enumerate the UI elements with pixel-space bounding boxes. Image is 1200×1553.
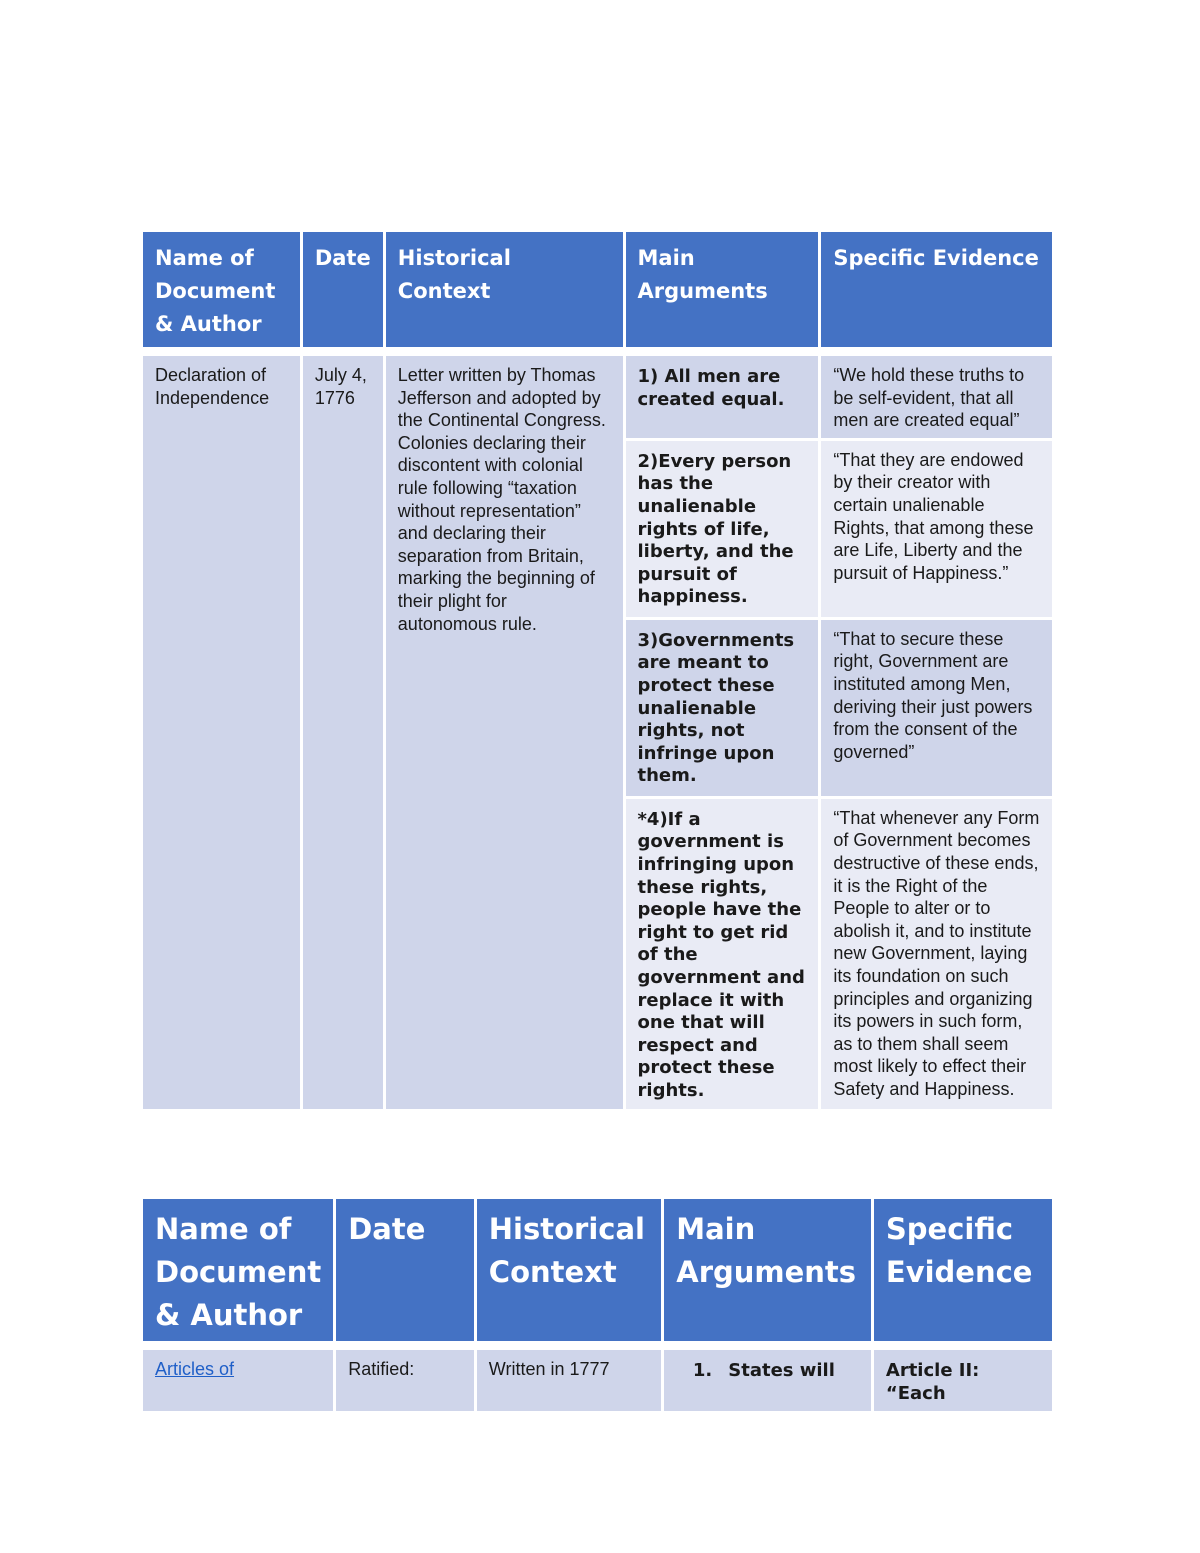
header-name: Name of Document & Author bbox=[143, 1199, 333, 1341]
document-date: Ratified: bbox=[336, 1350, 474, 1411]
header-row bbox=[143, 232, 1052, 347]
document-name: Declaration of Independence bbox=[143, 356, 300, 1109]
main-argument: 2)Every person has the unalienable rights of life, liberty, and the pursuit of happiness. bbox=[626, 441, 819, 617]
header-evidence: Specific Evidence bbox=[874, 1199, 1052, 1341]
header-name: Name of Document & Author bbox=[143, 232, 300, 347]
historical-context: Letter written by Thomas Jefferson and adopted by the Continental Congress. Colonies declaring their discontent with colonial rule following “taxation without representation” and declaring their separation from Britain, marking the beginning of their plight for autonomous rule. bbox=[386, 356, 623, 1109]
table-row bbox=[143, 1350, 1052, 1411]
header-date: Date bbox=[303, 232, 383, 347]
main-argument: 3)Governments are meant to protect these unalienable rights, not infringe upon them. bbox=[626, 620, 819, 796]
document-name bbox=[143, 1350, 333, 1411]
articles-table bbox=[140, 1196, 1055, 1414]
header-arguments: Main Arguments bbox=[664, 1199, 871, 1341]
specific-evidence: “That whenever any Form of Government becomes destructive of these ends, it is the Right of the People to alter or to abolish it, and to institute new Government, laying its foundation on such principles and organizing its powers in such form, as to them shall seem most likely to effect their Safety and Happiness. bbox=[821, 799, 1052, 1109]
header-row bbox=[143, 1199, 1052, 1341]
argument-number: 1. bbox=[692, 1360, 713, 1381]
declaration-table bbox=[140, 229, 1055, 1112]
main-argument: 1) All men are created equal. bbox=[626, 356, 819, 438]
header-arguments: Main Arguments bbox=[626, 232, 819, 347]
historical-context: Written in 1777 bbox=[477, 1350, 661, 1411]
header-context: Historical Context bbox=[477, 1199, 661, 1341]
header-evidence: Specific Evidence bbox=[821, 232, 1052, 347]
specific-evidence: Article II: “Each bbox=[874, 1350, 1052, 1411]
specific-evidence: “That to secure these right, Government are instituted among Men, deriving their just powers from the consent of the governed” bbox=[821, 620, 1052, 796]
header-date: Date bbox=[336, 1199, 474, 1341]
specific-evidence: “That they are endowed by their creator with certain unalienable Rights, that among these are Life, Liberty and the pursuit of Happiness.” bbox=[821, 441, 1052, 617]
table-row bbox=[143, 356, 1052, 438]
header-context: Historical Context bbox=[386, 232, 623, 347]
articles-link[interactable]: Articles of bbox=[155, 1359, 235, 1379]
main-argument bbox=[664, 1350, 871, 1411]
main-argument: *4)If a government is infringing upon these rights, people have the right to get rid of the government and replace it with one that will respect and protect these rights. bbox=[626, 799, 819, 1109]
document-date: July 4, 1776 bbox=[303, 356, 383, 1109]
argument-text: States will bbox=[728, 1360, 835, 1381]
specific-evidence: “We hold these truths to be self-evident, that all men are created equal” bbox=[821, 356, 1052, 438]
